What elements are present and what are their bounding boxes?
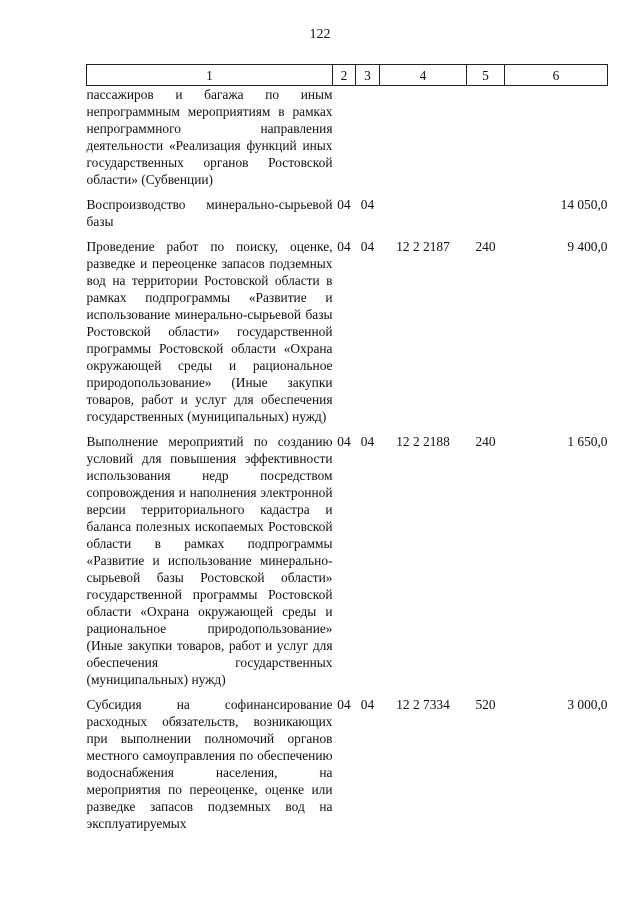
table-row bbox=[87, 433, 608, 696]
row-section: 04 bbox=[337, 434, 351, 449]
row-expense-type bbox=[467, 196, 505, 238]
column-header-2: 2 bbox=[333, 65, 356, 86]
row-subsection: 04 bbox=[360, 434, 375, 449]
column-number-header bbox=[87, 65, 608, 86]
row-section: 04 bbox=[337, 239, 351, 254]
row-target-article bbox=[380, 196, 467, 238]
row-amount: 1 650,0 bbox=[567, 434, 608, 449]
row-expense-type bbox=[467, 86, 505, 197]
row-target-article bbox=[380, 86, 467, 197]
row-target-article: 12 2 2188 bbox=[396, 434, 450, 449]
row-description: Субсидия на софинансирование расходных обязательств, возникающих при выполнении полномочий органов местного самоуправления по обеспечению водоснабжения населения, на мероприятия по переоценке, оценке или разведке запасов подземных вод на эксплуатируемых bbox=[86, 697, 333, 831]
row-description: пассажиров и багажа по иным непрограммным мероприятиям в рамках непрограммного направления деятельности «Реализация функций иных государственных органов Ростовской области» (Субвенции) bbox=[86, 87, 333, 187]
row-expense-type: 240 bbox=[475, 434, 496, 449]
row-expense-type: 520 bbox=[475, 697, 496, 712]
table-row bbox=[87, 696, 608, 840]
row-amount: 9 400,0 bbox=[567, 239, 608, 254]
column-header-3: 3 bbox=[356, 65, 380, 86]
row-subsection bbox=[356, 86, 380, 197]
row-section: 04 bbox=[337, 697, 351, 712]
table-row bbox=[87, 196, 608, 238]
row-subsection: 04 bbox=[360, 239, 375, 254]
row-amount: 3 000,0 bbox=[567, 697, 608, 712]
column-header-6: 6 bbox=[505, 65, 608, 86]
row-expense-type: 240 bbox=[475, 239, 496, 254]
row-section: 04 bbox=[337, 197, 351, 212]
row-amount bbox=[505, 86, 608, 197]
row-subsection: 04 bbox=[360, 197, 375, 212]
row-description: Воспроизводство минерально-сырьевой базы bbox=[86, 197, 333, 229]
row-subsection: 04 bbox=[360, 697, 375, 712]
row-amount: 14 050,0 bbox=[560, 197, 608, 212]
row-description: Проведение работ по поиску, оценке, разведке и переоценке запасов подземных вод на территории Ростовской области в рамках подпрограммы «Развитие и использование минерально-сырьевой базы Ростовской области» государственной программы Ростовской области «Охрана окружающей среды и рациональное природопользование» (Иные закупки товаров, работ и услуг для обеспечения государственных (муниципальных) нужд) bbox=[86, 239, 333, 424]
row-target-article: 12 2 2187 bbox=[396, 239, 450, 254]
column-header-1: 1 bbox=[87, 65, 333, 86]
column-header-4: 4 bbox=[380, 65, 467, 86]
table-row bbox=[87, 238, 608, 433]
budget-table bbox=[86, 64, 608, 840]
page-number: 122 bbox=[309, 27, 331, 42]
row-description: Выполнение мероприятий по созданию условий для повышения эффективности использования недр посредством сопровождения и наполнения электронной версии территориального кадастра и баланса полезных ископаемых Ростовской области в рамках подпрограммы «Развитие и использование минерально-сырьевой базы Ростовской области» государственной программы Ростовской области «Охрана окружающей среды и рациональное природопользование» (Иные закупки товаров, работ и услуг для обеспечения государственных (муниципальных) нужд) bbox=[86, 434, 333, 687]
row-section bbox=[333, 86, 356, 197]
column-header-5: 5 bbox=[467, 65, 505, 86]
table-row bbox=[87, 86, 608, 197]
row-target-article: 12 2 7334 bbox=[396, 697, 450, 712]
